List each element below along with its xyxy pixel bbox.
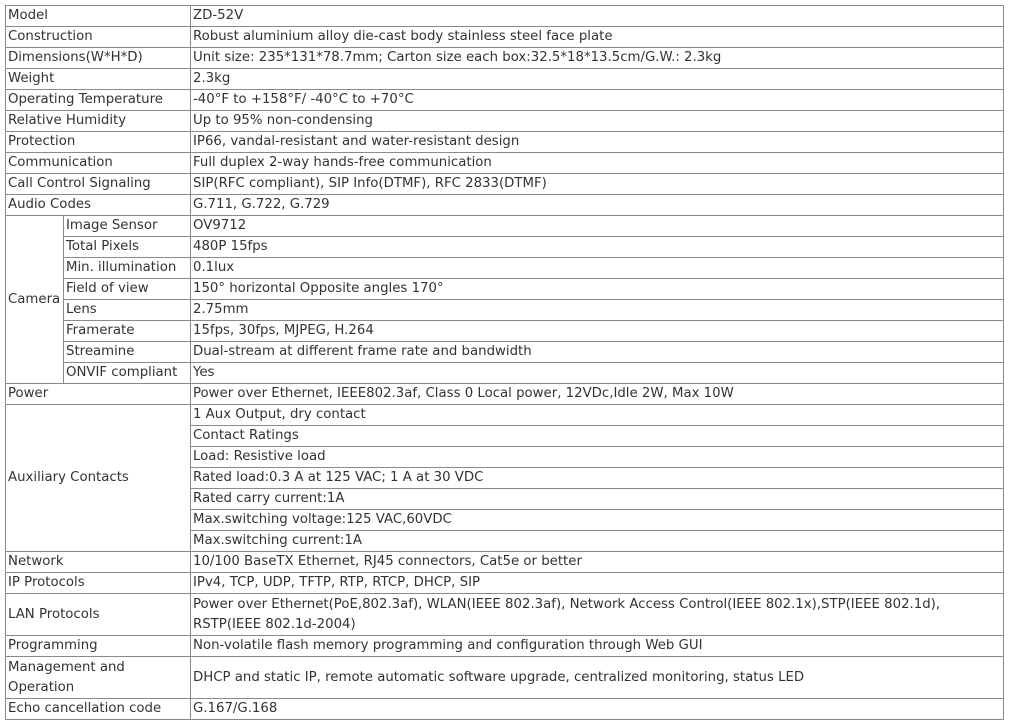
row-label-call-control: Call Control Signaling (6, 174, 191, 195)
camera-sub-label: Framerate (64, 321, 191, 342)
row-label-dimensions: Dimensions(W*H*D) (6, 48, 191, 69)
row-value-dimensions: Unit size: 235*131*78.7mm; Carton size each box:32.5*18*13.5cm/G.W.: 2.3kg (191, 48, 1004, 69)
row-value-audio-codes: G.711, G.722, G.729 (191, 195, 1004, 216)
row-value-management: DHCP and static IP, remote automatic software upgrade, centralized monitoring, status LED (191, 657, 1004, 699)
table-row-communication (6, 153, 1004, 174)
row-value-call-control: SIP(RFC compliant), SIP Info(DTMF), RFC 2833(DTMF) (191, 174, 1004, 195)
auxiliary-value: Max.switching voltage:125 VAC,60VDC (191, 510, 1004, 531)
row-value-power: Power over Ethernet, IEEE802.3af, Class 0 Local power, 12VDc,Idle 2W, Max 10W (191, 384, 1004, 405)
table-row-weight (6, 69, 1004, 90)
table-row-programming (6, 636, 1004, 657)
camera-sub-value: 0.1lux (191, 258, 1004, 279)
table-row-management (6, 657, 1004, 699)
table-row-camera (6, 363, 1004, 384)
row-label-auxiliary: Auxiliary Contacts (6, 405, 191, 552)
table-row-network (6, 552, 1004, 573)
row-value-programming: Non-volatile flash memory programming and configuration through Web GUI (191, 636, 1004, 657)
camera-sub-label: Total Pixels (64, 237, 191, 258)
camera-sub-value: 480P 15fps (191, 237, 1004, 258)
auxiliary-value: Max.switching current:1A (191, 531, 1004, 552)
camera-sub-label: Lens (64, 300, 191, 321)
table-row-camera (6, 279, 1004, 300)
camera-sub-label: Image Sensor (64, 216, 191, 237)
row-label-communication: Communication (6, 153, 191, 174)
row-value-protection: IP66, vandal-resistant and water-resistant design (191, 132, 1004, 153)
camera-sub-value: 15fps, 30fps, MJPEG, H.264 (191, 321, 1004, 342)
row-value-weight: 2.3kg (191, 69, 1004, 90)
table-row-power (6, 384, 1004, 405)
table-row-call-control (6, 174, 1004, 195)
table-row-humidity (6, 111, 1004, 132)
row-label-power: Power (6, 384, 191, 405)
row-value-model: ZD-52V (191, 6, 1004, 27)
table-row-lan-protocols (6, 594, 1004, 636)
row-label-audio-codes: Audio Codes (6, 195, 191, 216)
row-label-network: Network (6, 552, 191, 573)
camera-sub-value: Dual-stream at different frame rate and bandwidth (191, 342, 1004, 363)
row-label-camera: Camera (6, 216, 64, 384)
camera-sub-value: OV9712 (191, 216, 1004, 237)
auxiliary-value: Rated load:0.3 A at 125 VAC; 1 A at 30 VDC (191, 468, 1004, 489)
auxiliary-value: 1 Aux Output, dry contact (191, 405, 1004, 426)
row-value-network: 10/100 BaseTX Ethernet, RJ45 connectors, Cat5e or better (191, 552, 1004, 573)
camera-sub-value: 150° horizontal Opposite angles 170° (191, 279, 1004, 300)
camera-sub-label: Min. illumination (64, 258, 191, 279)
row-label-protection: Protection (6, 132, 191, 153)
auxiliary-value: Load: Resistive load (191, 447, 1004, 468)
camera-sub-value: 2.75mm (191, 300, 1004, 321)
row-value-operating-temperature: -40°F to +158°F/ -40°C to +70°C (191, 90, 1004, 111)
row-label-construction: Construction (6, 27, 191, 48)
row-label-management: Management and Operation (6, 657, 191, 699)
table-row-operating-temperature (6, 90, 1004, 111)
table-row-camera (6, 216, 1004, 237)
table-row-camera (6, 258, 1004, 279)
row-value-humidity: Up to 95% non-condensing (191, 111, 1004, 132)
row-label-operating-temperature: Operating Temperature (6, 90, 191, 111)
row-value-echo: G.167/G.168 (191, 699, 1004, 720)
table-row-dimensions (6, 48, 1004, 69)
row-label-ip-protocols: IP Protocols (6, 573, 191, 594)
table-row-camera (6, 321, 1004, 342)
spec-table (5, 5, 1004, 720)
camera-sub-label: Streamine (64, 342, 191, 363)
table-row-camera (6, 300, 1004, 321)
table-row-echo (6, 699, 1004, 720)
row-label-humidity: Relative Humidity (6, 111, 191, 132)
row-label-model: Model (6, 6, 191, 27)
row-label-programming: Programming (6, 636, 191, 657)
row-label-weight: Weight (6, 69, 191, 90)
table-row-ip-protocols (6, 573, 1004, 594)
row-value-ip-protocols: IPv4, TCP, UDP, TFTP, RTP, RTCP, DHCP, SIP (191, 573, 1004, 594)
table-row-construction (6, 27, 1004, 48)
camera-sub-label: Field of view (64, 279, 191, 300)
camera-sub-value: Yes (191, 363, 1004, 384)
auxiliary-value: Rated carry current:1A (191, 489, 1004, 510)
row-value-communication: Full duplex 2-way hands-free communication (191, 153, 1004, 174)
table-row-auxiliary (6, 405, 1004, 426)
row-label-echo: Echo cancellation code (6, 699, 191, 720)
camera-sub-label: ONVIF compliant (64, 363, 191, 384)
table-row-camera (6, 237, 1004, 258)
table-row-model (6, 6, 1004, 27)
row-value-lan-protocols: Power over Ethernet(PoE,802.3af), WLAN(IEEE 802.3af), Network Access Control(IEEE 802.1x),STP(IEEE 802.1d), RSTP(IEEE 802.1d-2004) (191, 594, 1004, 636)
table-row-camera (6, 342, 1004, 363)
table-row-audio-codes (6, 195, 1004, 216)
row-label-lan-protocols: LAN Protocols (6, 594, 191, 636)
auxiliary-value: Contact Ratings (191, 426, 1004, 447)
row-value-construction: Robust aluminium alloy die-cast body stainless steel face plate (191, 27, 1004, 48)
table-row-protection (6, 132, 1004, 153)
